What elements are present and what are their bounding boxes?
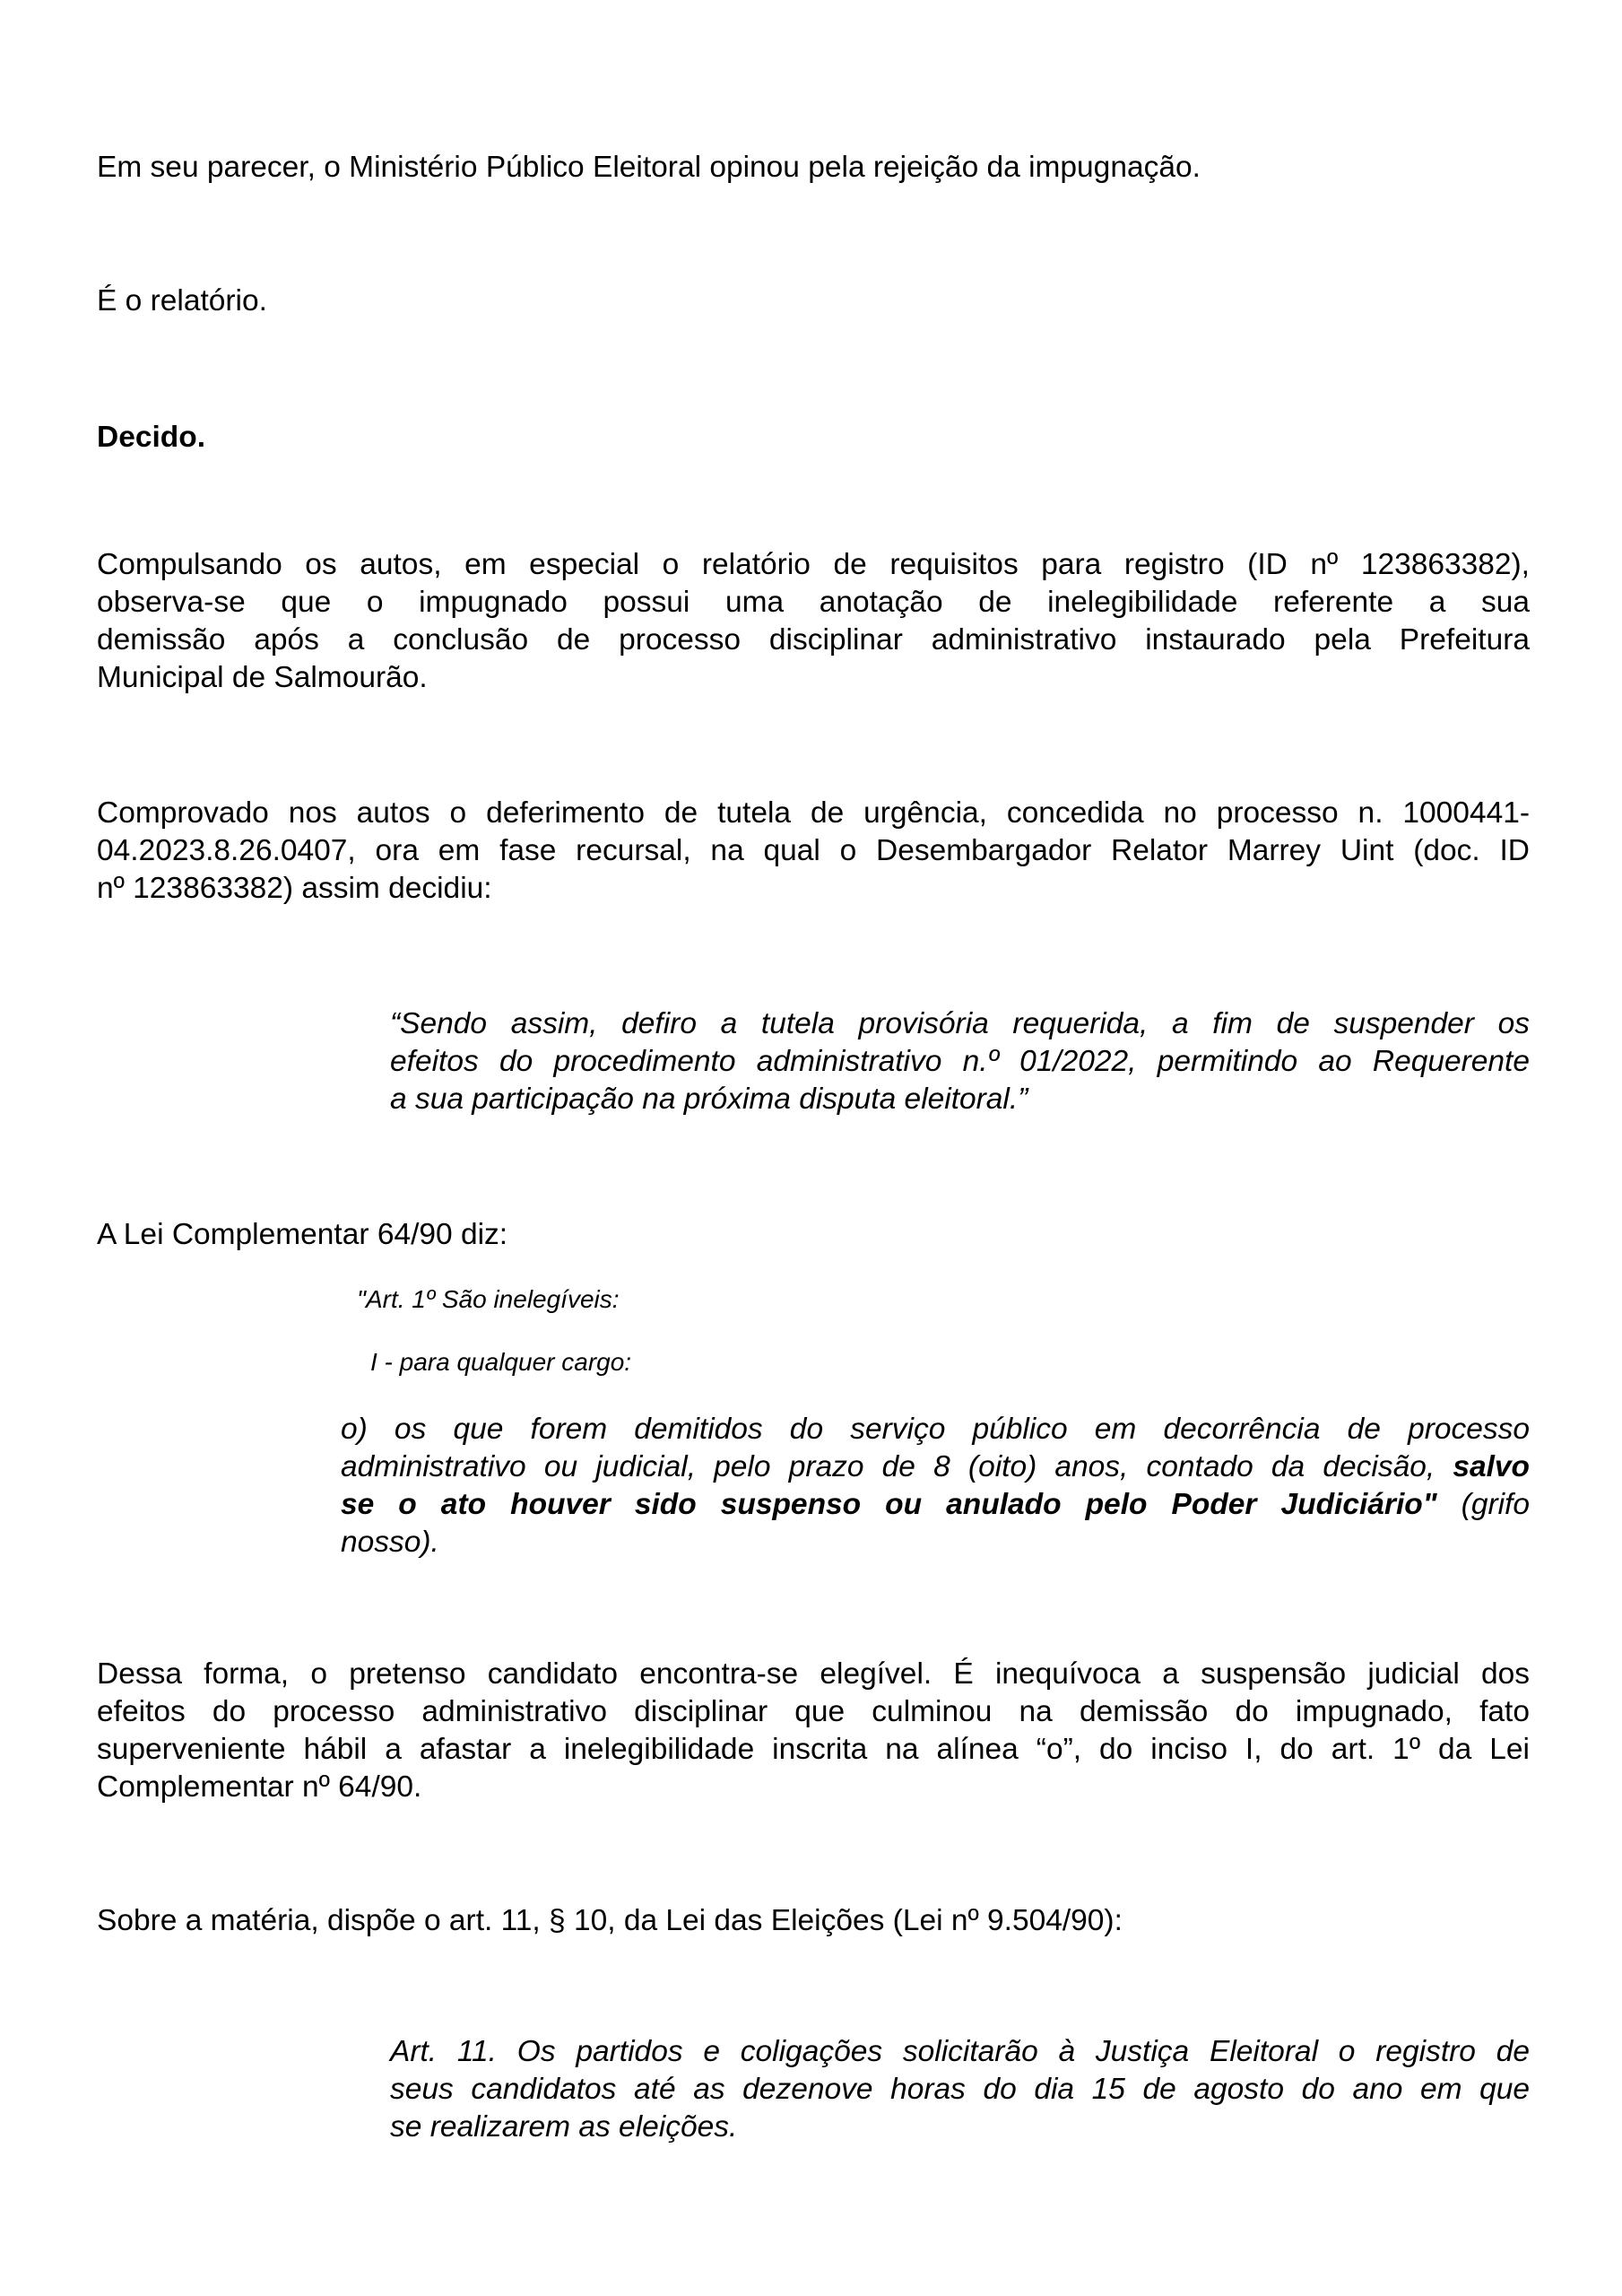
text-segment: administrativo ou judicial, pelo prazo de 8 (oito) anos, contado da decisão, (341, 1450, 1453, 1483)
text-line: Em seu parecer, o Ministério Público Eleitoral opinou pela rejeição da impugnação. (97, 151, 1201, 184)
citation-art1 (357, 1284, 1522, 1315)
heading-decido (97, 419, 1530, 457)
text-line: Decido. (97, 421, 205, 454)
citation-alinea-o (341, 1411, 1530, 1561)
text-line: se realizarem as eleições. (390, 2110, 738, 2144)
paragraph-dessa-forma (97, 1656, 1530, 1806)
citation-inciso-i (370, 1347, 1536, 1378)
text-line: observa-se que o impugnado possui uma anotação de inelegibilidade referente a sua (97, 586, 1530, 619)
text-line: demissão após a conclusão de processo disciplinar administrativo instaurado pela Prefeitura (97, 623, 1530, 657)
text-line: nosso). (341, 1526, 439, 1559)
paragraph-relatorio (97, 283, 1530, 320)
text-line: Dessa forma, o pretenso candidato encontra-se elegível. É inequívoca a suspensão judicial dos (97, 1657, 1530, 1691)
text-line: efeitos do processo administrativo disciplinar que culminou na demissão do impugnado, fato (97, 1695, 1530, 1728)
emphasis-bold: se o ato houver sido suspenso ou anulado pelo Poder Judiciário" (341, 1488, 1437, 1521)
text-line: É o relatório. (97, 284, 267, 317)
text-line: seus candidatos até as dezenove horas do dia 15 de agosto do ano em que (390, 2073, 1530, 2106)
paragraph-parecer (97, 149, 1530, 187)
text-line: Municipal de Salmourão. (97, 661, 428, 694)
text-line: "Art. 1º São inelegíveis: (357, 1285, 620, 1313)
text-line: Complementar nº 64/90. (97, 1770, 422, 1804)
text-line: Sobre a matéria, dispõe o art. 11, § 10, da Lei das Eleições (Lei nº 9.504/90): (97, 1904, 1123, 1937)
text-line: A Lei Complementar 64/90 diz: (97, 1218, 508, 1251)
text-line: Comprovado nos autos o deferimento de tutela de urgência, concedida no processo n. 1000441- (97, 796, 1530, 830)
text-line: 04.2023.8.26.0407, ora em fase recursal, na qual o Desembargador Relator Marrey Uint (doc. ID (97, 834, 1530, 867)
emphasis-bold: salvo (1453, 1450, 1530, 1483)
text-segment: (grifo (1436, 1488, 1530, 1521)
text-line: a sua participação na próxima disputa eleitoral.” (390, 1083, 1028, 1116)
text-line (341, 1486, 1530, 1524)
text-line: “Sendo assim, defiro a tutela provisória requerida, a fim de suspender os (390, 1007, 1530, 1040)
text-line: o) os que forem demitidos do serviço público em decorrência de processo (341, 1413, 1530, 1446)
text-line: Compulsando os autos, em especial o relatório de requisitos para registro (ID nº 123863382), (97, 548, 1530, 581)
text-line (341, 1448, 1530, 1486)
text-line: nº 123863382) assim decidiu: (97, 872, 492, 905)
paragraph-comprovado (97, 795, 1530, 908)
blockquote-tutela (390, 1005, 1530, 1118)
text-line: Art. 11. Os partidos e coligações solicitarão à Justiça Eleitoral o registro de (390, 2035, 1530, 2068)
paragraph-lei-complementar (97, 1216, 1530, 1254)
text-line: I - para qualquer cargo: (370, 1348, 632, 1376)
paragraph-sobre-materia (97, 1902, 1530, 1940)
blockquote-art11 (390, 2033, 1530, 2146)
text-line: superveniente hábil a afastar a inelegibilidade inscrita na alínea “o”, do inciso I, do art. 1º da Lei (97, 1733, 1530, 1766)
text-line: efeitos do procedimento administrativo n.º 01/2022, permitindo ao Requerente (390, 1045, 1530, 1078)
paragraph-compulsando (97, 546, 1530, 697)
